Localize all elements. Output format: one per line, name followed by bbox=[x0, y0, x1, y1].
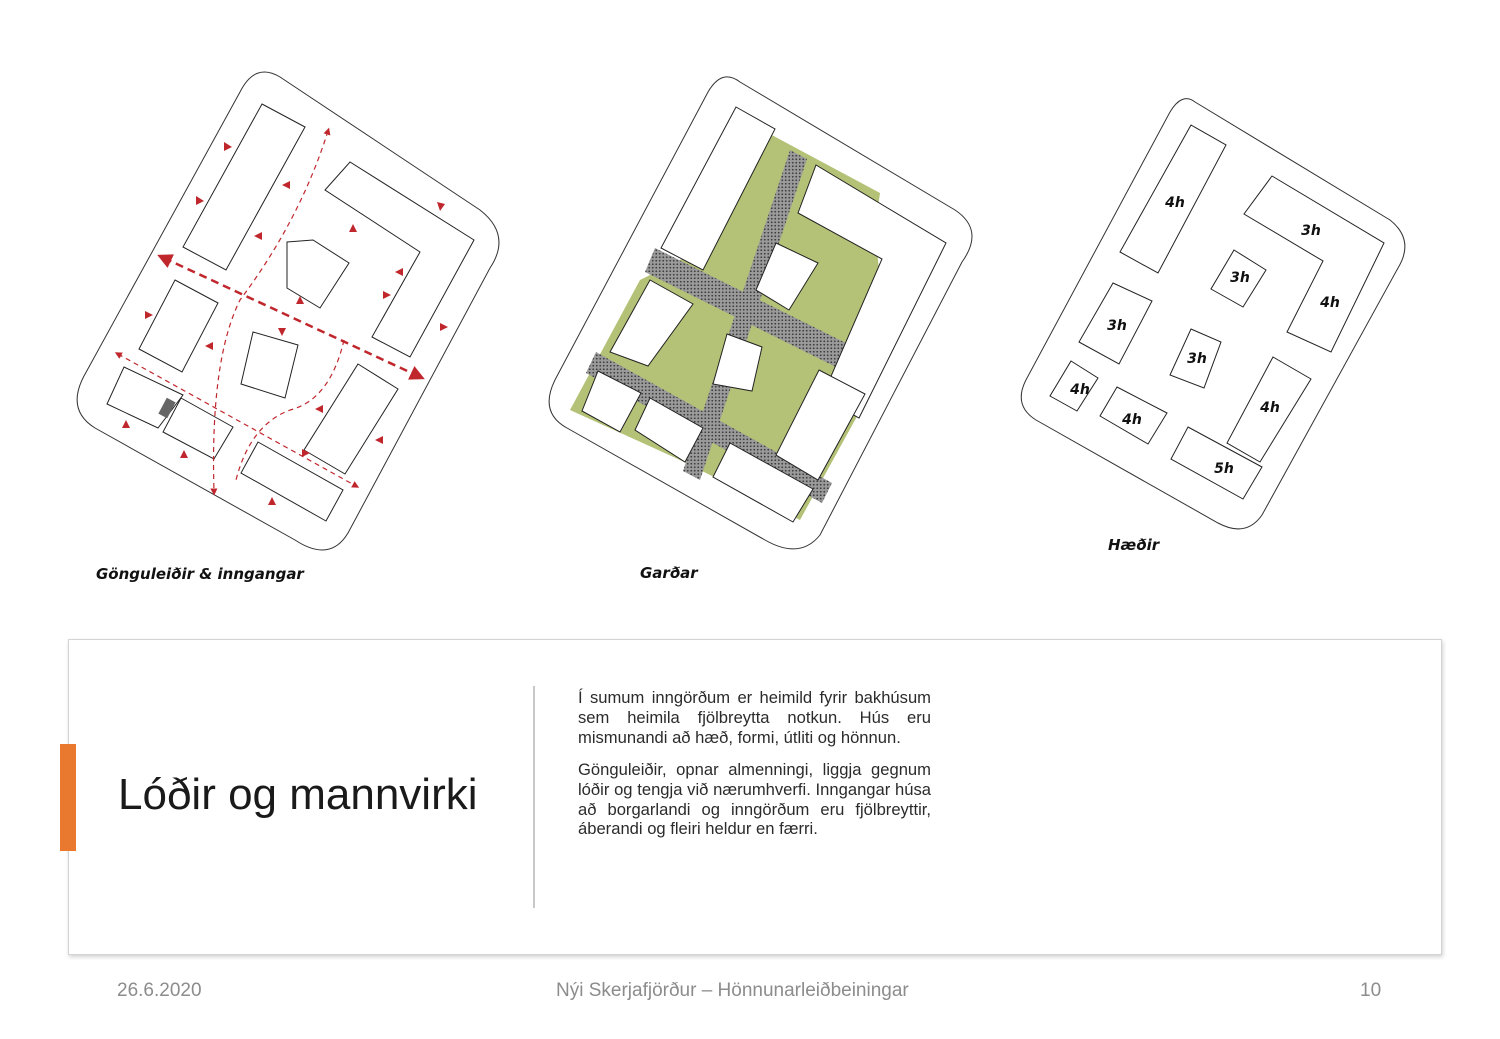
height-label: 5h bbox=[1214, 461, 1234, 477]
page-number: 10 bbox=[1360, 980, 1382, 1001]
height-label: 4h bbox=[1122, 412, 1142, 428]
height-label: 4h bbox=[1260, 400, 1280, 416]
gardens-caption: Garðar bbox=[640, 564, 698, 582]
section-title: Lóðir og mannvirki bbox=[118, 770, 478, 819]
height-label: 3h bbox=[1187, 351, 1207, 367]
footer-date: 26.6.2020 bbox=[117, 980, 202, 1001]
height-label: 3h bbox=[1230, 270, 1250, 286]
height-label: 4h bbox=[1070, 382, 1090, 398]
paragraph: Gönguleiðir, opnar almenningi, liggja gegnum lóðir og tengja við nærumhverfi. Inngangar húsa að borgarlandi og inngörðum eru fjölbreyttir, áberandi og fleiri heldur en færri. bbox=[578, 759, 931, 839]
height-label: 3h bbox=[1107, 318, 1127, 334]
body-text bbox=[578, 688, 931, 851]
vertical-divider bbox=[533, 686, 535, 908]
walkways-diagram bbox=[60, 60, 520, 580]
heights-diagram bbox=[1015, 90, 1415, 540]
height-label: 4h bbox=[1320, 295, 1340, 311]
paragraph: Í sumum inngörðum er heimild fyrir bakhúsum sem heimila fjölbreytta notkun. Hús eru mismunandi að hæð, formi, útliti og hönnun. bbox=[578, 688, 931, 747]
gardens-diagram bbox=[540, 70, 980, 560]
heights-caption: Hæðir bbox=[1108, 536, 1160, 554]
accent-bar bbox=[60, 744, 76, 851]
height-label: 3h bbox=[1301, 223, 1321, 239]
height-label: 4h bbox=[1165, 195, 1185, 211]
walkways-caption: Gönguleiðir & inngangar bbox=[96, 565, 304, 583]
footer-title: Nýi Skerjafjörður – Hönnunarleiðbeiningar bbox=[556, 980, 909, 1001]
